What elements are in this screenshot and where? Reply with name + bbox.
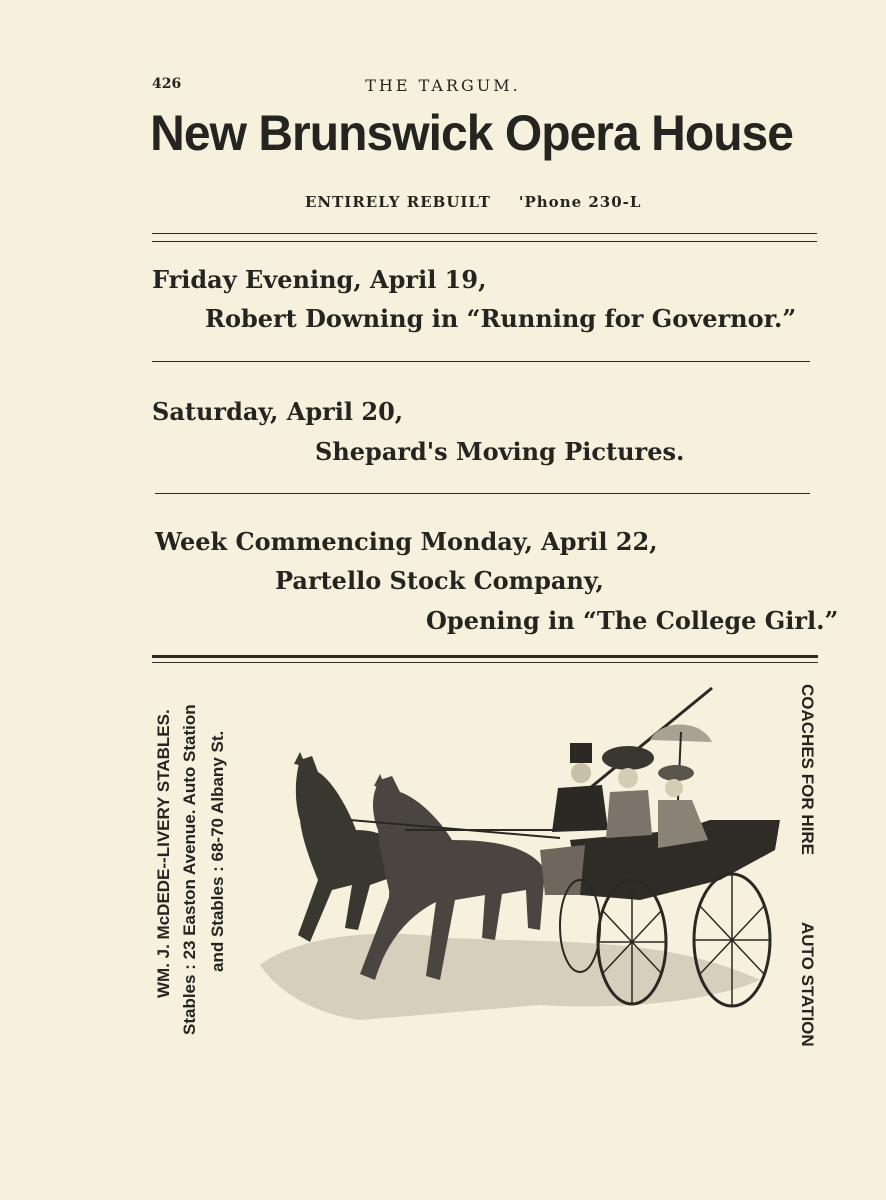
section-rule-top [152, 655, 818, 658]
event-3-date: Week Commencing Monday, April 22, [155, 527, 658, 556]
coaches-for-hire: COACHES FOR HIRE [798, 684, 817, 855]
header-rule-top [152, 233, 817, 234]
ground-shadow [260, 934, 760, 1020]
page-number: 426 [152, 76, 182, 92]
event-1-detail: Robert Downing in “Running for Governor.” [205, 304, 797, 333]
event-3-detail: Partello Stock Company, [275, 566, 604, 595]
lady-2 [658, 765, 708, 848]
auto-station: AUTO STATION [798, 922, 817, 1047]
carriage-illustration [240, 680, 800, 1040]
livery-line-3: and Stables : 68-70 Albany St. [208, 730, 227, 972]
event-1-date: Friday Evening, April 19, [152, 265, 487, 294]
ad-subtitle-line [305, 193, 641, 211]
ad-phone: 'Phone 230-L [518, 193, 642, 211]
livery-line-2: Stables : 23 Easton Avenue. Auto Station [180, 704, 199, 1035]
ad-title: New Brunswick Opera House [150, 105, 794, 161]
section-rule-bottom [152, 662, 818, 663]
lady-1 [602, 746, 654, 838]
event-2-date: Saturday, April 20, [152, 397, 404, 426]
rear-wheel [694, 874, 770, 1006]
coachman [552, 743, 608, 832]
running-title: THE TARGUM. [365, 76, 521, 95]
event-3-detail-2: Opening in “The College Girl.” [426, 606, 839, 635]
ad-subtitle: ENTIRELY REBUILT [305, 193, 491, 211]
header-rule-bottom [152, 241, 817, 242]
event-rule-1 [152, 361, 810, 362]
event-rule-2 [155, 493, 810, 494]
livery-line-1: WM. J. McDEDE--LIVERY STABLES. [154, 709, 173, 998]
event-2-detail: Shepard's Moving Pictures. [315, 437, 685, 466]
front-wheel [598, 880, 666, 1004]
